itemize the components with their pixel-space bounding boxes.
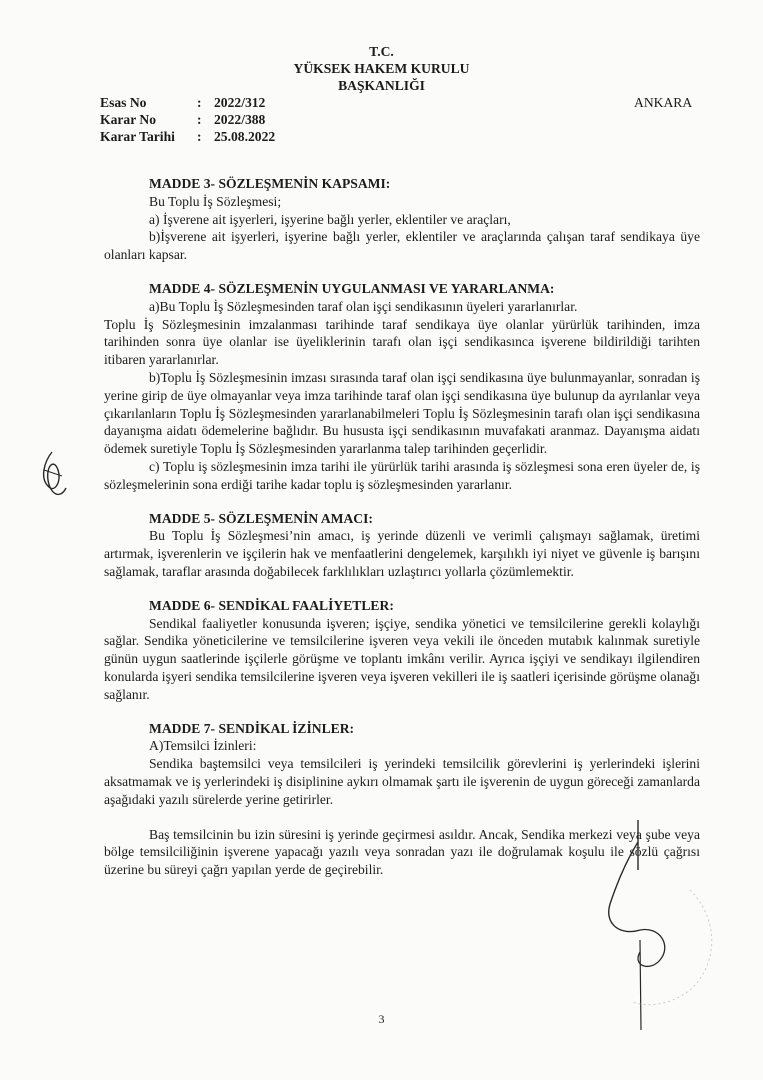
paragraph: Sendika baştemsilci veya temsilcileri iş yerindeki temsilcilik görevlerini iş yerlerindeki işlerini aksatmamak ve iş yerlerindeki iş disiplinine aykırı olmamak şartı ile işverenin de uygun göreceği zamanlarda aşağıdaki yazılı sürelerde yerine getirirler. [104,756,700,807]
paragraph: a) İşverene ait işyerleri, işyerine bağlı yerler, eklentiler ve araçları, [149,211,511,227]
faint-stamp-arc [632,890,712,1005]
header-line-tc: T.C. [369,44,394,59]
meta-label: Karar No [100,112,157,127]
paragraph: c) Toplu iş sözleşmesinin imza tarihi ile yürürlük tarihi arasında iş sözleşmesi sona eren üyeler de, iş sözleşmelerinin sona erdiği tarihe kadar toplu iş sözleşmesinden yararlanır. [104,458,700,492]
meta-separator: : [197,95,202,110]
right-signature-upper [609,820,640,932]
paragraph: Bu Toplu İş Sözleşmesi; [149,193,282,209]
meta-separator: : [197,112,202,127]
section-title: MADDE 7- SENDİKAL İZİNLER: [149,720,355,736]
section-title: MADDE 3- SÖZLEŞMENİN KAPSAMI: [149,176,391,191]
meta-value: 2022/312 [214,95,266,110]
meta-separator: : [197,129,202,144]
meta-label: Esas No [100,95,147,110]
paragraph: b)Toplu İş Sözleşmesinin imzası sırasında taraf olan işçi sendikasına üye bulunmayanlar, sonradan iş yerine girip de üye olmayanlar veya imza tarihinde taraf olan işçi sendikasına üye bulunup da ayrılanlar veya çıkarılanların Toplu İş Sözleşmesinden yararlanabilmeleri Toplu İş Sözleşmesinin tarafı olan işçi sendikasına dayanışma aidatı ödemelerine bağlıdır. Bu hususta işçi sendikasının muvafakati aranmaz. Dayanışma aidatı ödemek suretiyle Toplu İş Sözleşmesinden yararlanma talep tarihinden geçerlidir. [104,369,700,457]
paragraph: Toplu İş Sözleşmesinin imzalanması tarihinde taraf sendikaya üye olanlar yürürlük tarihinden, imza tarihinden sonra üye olanlar ise üyeliklerinin tarafı olan işçi sendikasınca işverene bildirildiği tarihten itibaren yararlanırlar. [104,316,700,368]
header-line-office: BAŞKANLIĞI [338,78,425,93]
page-number: 3 [378,1012,385,1026]
section-title: MADDE 4- SÖZLEŞMENİN UYGULANMASI VE YARARLANMA: [149,280,555,296]
meta-value: 25.08.2022 [214,129,276,144]
meta-value: 2022/388 [214,112,266,127]
section-title: MADDE 6- SENDİKAL FAALİYETLER: [149,597,394,613]
header-line-institution: YÜKSEK HAKEM KURULU [293,61,470,76]
paragraph: b)İşverene ait işyerleri, işyerine bağlı yerler, eklentiler ve araçlarında çalışan taraf sendikaya üye olanları kapsar. [104,229,700,263]
paragraph: a)Bu Toplu İş Sözleşmesinden taraf olan işçi sendikasının üyeleri yararlanırlar. [149,298,578,314]
paragraph: Bu Toplu İş Sözleşmesi’nin amacı, iş yerinde düzenli ve verimli çalışmayı sağlamak, üretimi artırmak, işverenlerin ve işçilerin hak ve menfaatlerini dengelemek, karşılıklı iyi niyet ve güvenle iş barışını sağlamak, taraflar arasında doğabilecek farklılıkları uzlaştırıcı yollarla çözümlemektir. [104,528,700,579]
section-title: MADDE 5- SÖZLEŞMENİN AMACI: [149,510,373,526]
paragraph: Baş temsilcinin bu izin süresini iş yerinde geçirmesi asıldır. Ancak, Sendika merkezi veya şube veya bölge temsilciliğinin işverene yapacağı yazılı veya sonradan yazı ile doğrulamak koşulu ile sözlü çağrısı üzerine bu süreyi çağrı yapılan yerde de geçirebilir. [104,826,700,878]
paragraph: Sendikal faaliyetler konusunda işveren; işçiye, sendika yönetici ve temsilcilerine gerekli kolaylığı sağlar. Sendika yöneticilerine ve temsilcilerine işveren veya vekili ile önceden mutabık kalınmak suretiyle günün uygun saatlerinde işçilerle görüşme ve toplantı imkânı verilir. Ayrıca işçiyi ve sendikayı ilgilendiren konularda işyeri sendika temsilcilerine işveren veya işveren vekilleri ile iş saatleri içerisinde görüşme olanağı sağlanır. [104,615,700,702]
city-label: ANKARA [634,95,693,110]
meta-label: Karar Tarihi [100,129,175,144]
right-signature-lower [638,929,665,966]
paragraph: A)Temsilci İzinleri: [149,738,257,754]
right-signature-stroke [640,940,641,1030]
